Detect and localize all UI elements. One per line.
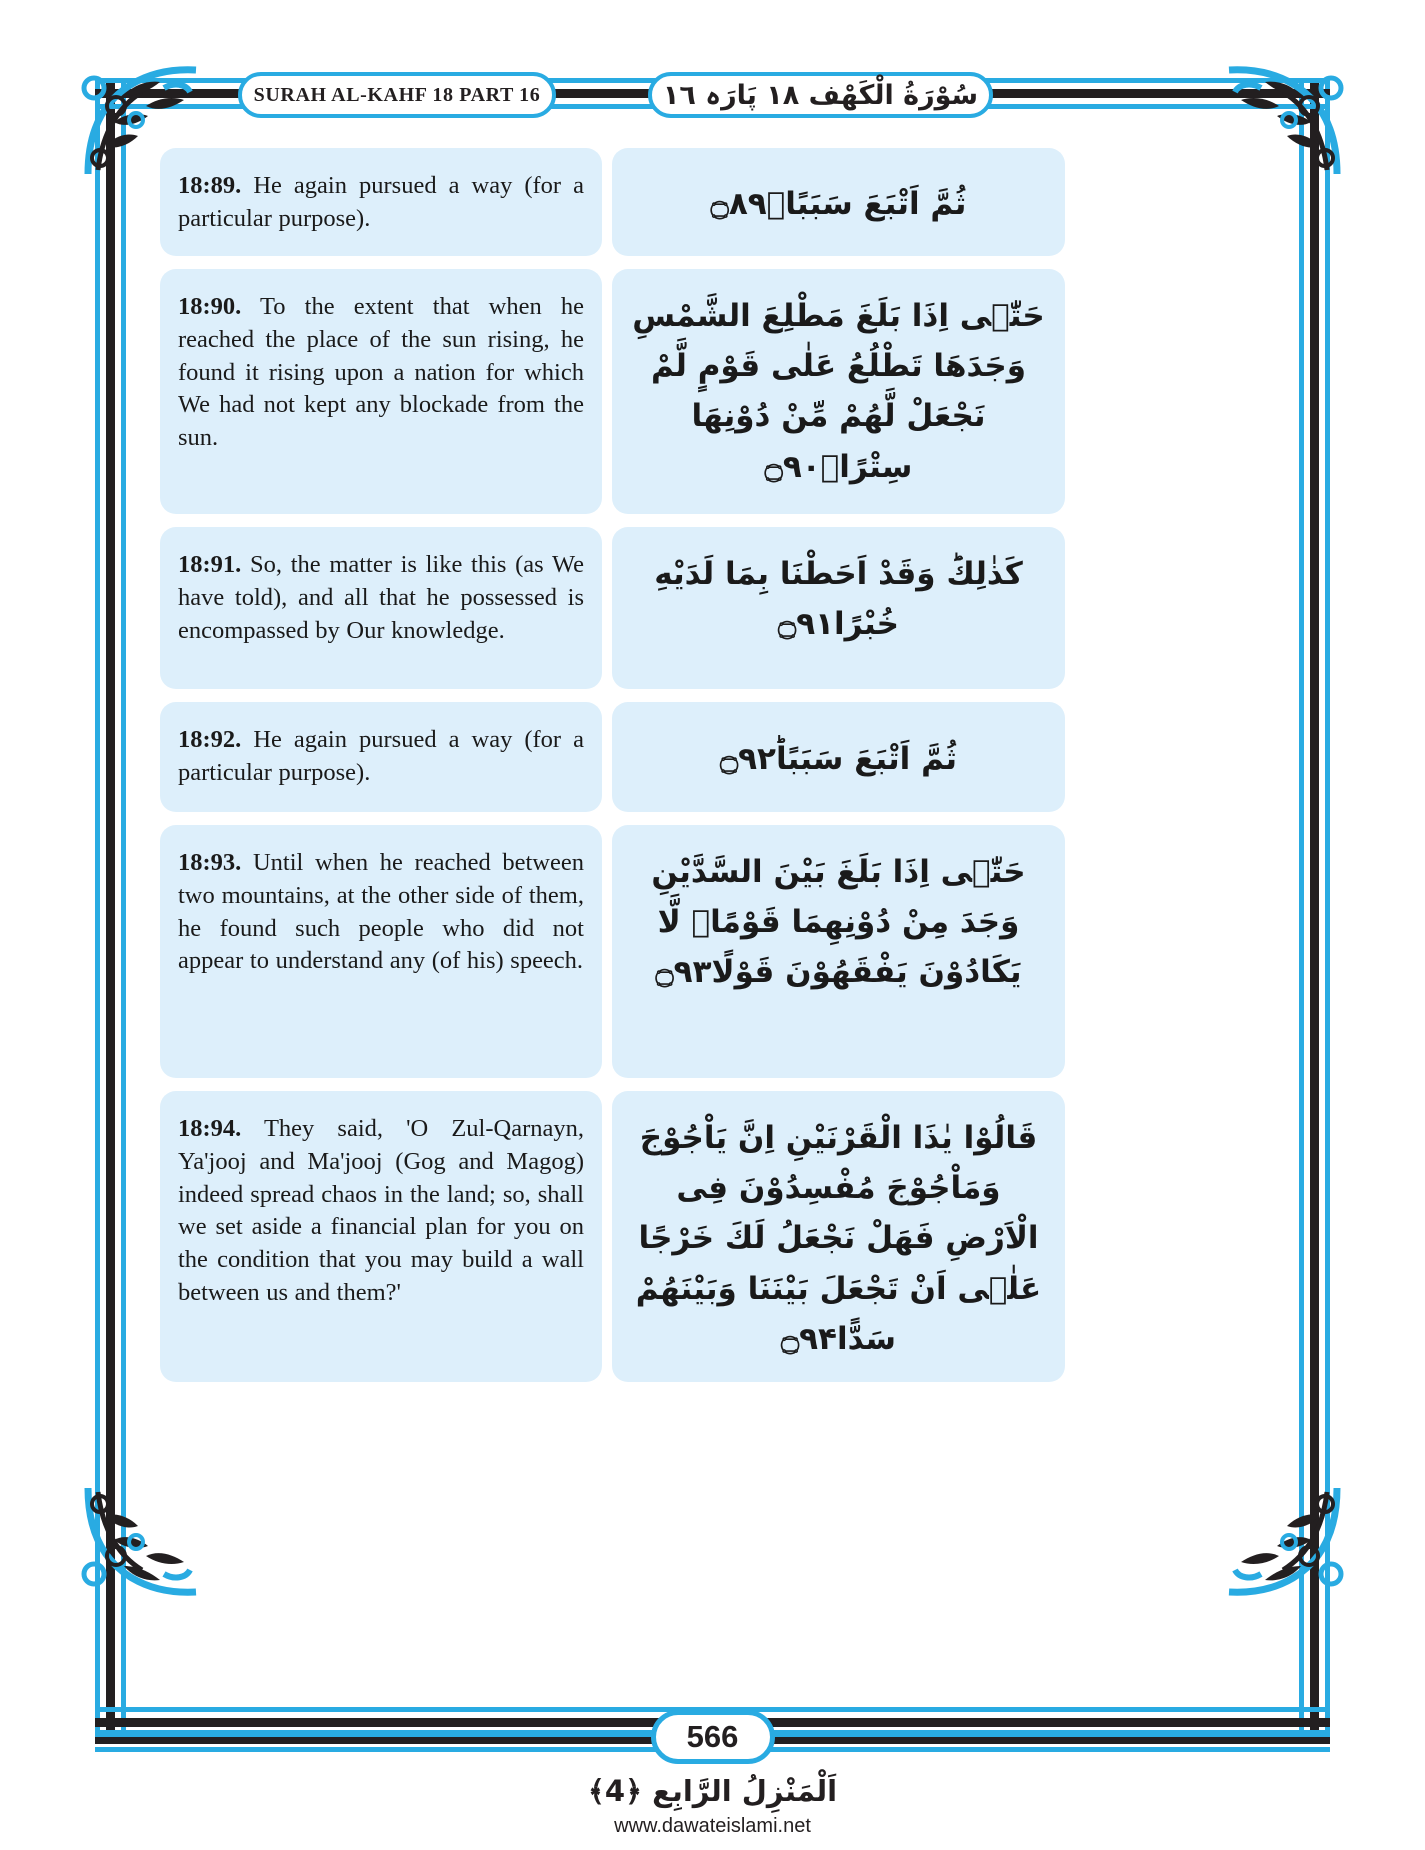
manzil-label: اَلْمَنْزِلُ الرَّابِع ﴿4﴾ <box>587 1774 838 1808</box>
floral-ornament-icon <box>1225 1480 1345 1600</box>
verse-reference: 18:92. <box>178 726 242 753</box>
page-number-capsule <box>651 1710 775 1764</box>
verse-arabic-panel <box>612 527 1065 689</box>
page-footer <box>95 1710 1330 1766</box>
verse-arabic-text: حَتّٰۤى اِذَا بَلَغَ مَطْلِعَ الشَّمْسِ وَجَدَهَا تَطْلُعُ عَلٰى قَوْمٍ لَّمْ نَجْعَلْ لَّهُمْ مِّنْ دُوْنِهَا سِتْرًاۙ۝۹۰ <box>632 298 1045 485</box>
verse-translation-panel <box>160 527 602 689</box>
website-url[interactable]: www.dawateislami.net <box>614 1815 811 1837</box>
verse-row <box>160 825 1065 1078</box>
verse-translation-panel <box>160 269 602 514</box>
verse-arabic-text: حَتّٰۤى اِذَا بَلَغَ بَيْنَ السَّدَّيْنِ وَجَدَ مِنْ دُوْنِهِمَا قَوْمًاۙ لَّا يَكَادُوْنَ يَفْقَهُوْنَ قَوْلًا۝۹۳ <box>651 854 1026 991</box>
verse-arabic-panel <box>612 702 1065 812</box>
verse-translation-text <box>178 170 584 236</box>
verse-arabic-panel <box>612 148 1065 256</box>
verse-arabic-panel <box>612 269 1065 514</box>
verse-arabic-text: ثُمَّ اَتْبَعَ سَبَبًاؕ۝۹۲ <box>719 740 958 777</box>
surah-title-ar: سُوْرَةُ الْکَهْف ١٨ پَارَہ ١٦ <box>662 79 979 111</box>
verse-row <box>160 269 1065 514</box>
surah-title-capsule-ar <box>648 72 993 118</box>
verse-translation-text <box>178 291 584 455</box>
verse-row <box>160 702 1065 812</box>
verse-translation-panel <box>160 1091 602 1382</box>
verse-reference: 18:94. <box>178 1115 242 1142</box>
verse-arabic-panel <box>612 1091 1065 1382</box>
surah-title-capsule-en <box>238 72 556 118</box>
verse-row <box>160 527 1065 689</box>
verse-translation-body: They said, 'O Zul-Qarnayn, Ya'jooj and Ma'jooj (Gog and Magog) indeed spread chaos in the land; so, shall we set aside a financial plan for you on the condition that you may build a wall between us and them?' <box>178 1115 584 1307</box>
verse-arabic-panel <box>612 825 1065 1078</box>
verse-translation-panel <box>160 148 602 256</box>
verse-translation-text <box>178 847 584 978</box>
verse-row <box>160 1091 1065 1382</box>
verse-reference: 18:90. <box>178 293 242 320</box>
page-header <box>130 72 1295 124</box>
verse-translation-body: Until when he reached between two mountains, at the other side of them, he found such people who did not appear to understand any (of his) speech. <box>178 849 584 975</box>
verse-arabic-text: كَذٰلِكَؕ وَقَدْ اَحَطْنَا بِمَا لَدَيْهِ خُبْرًا۝۹۱ <box>654 556 1023 643</box>
verse-translation-text <box>178 724 584 790</box>
page-number: 566 <box>686 1719 739 1754</box>
surah-title-en: SURAH AL-KAHF 18 PART 16 <box>253 83 541 106</box>
verse-arabic-text: قَالُوْا يٰذَا الْقَرْنَيْنِ اِنَّ يَاْجُوْجَ وَمَاْجُوْجَ مُفْسِدُوْنَ فِى الْاَرْضِ فَهَلْ نَجْعَلُ لَكَ خَرْجًا عَلٰۤى اَنْ تَجْعَلَ بَيْنَنَا وَبَيْنَهُمْ سَدًّا۝۹۴ <box>635 1120 1042 1357</box>
verse-reference: 18:89. <box>178 172 242 199</box>
verse-translation-text <box>178 549 584 647</box>
verse-reference: 18:93. <box>178 849 242 876</box>
verse-row <box>160 148 1065 256</box>
verse-arabic-text: ثُمَّ اَتْبَعَ سَبَبًاۚ۝۸۹ <box>710 185 967 222</box>
verse-translation-body: So, the matter is like this (as We have told), and all that he possessed is encompassed by Our knowledge. <box>178 551 585 644</box>
verse-translation-panel <box>160 702 602 812</box>
verse-list <box>160 148 1065 1395</box>
verse-reference: 18:91. <box>178 551 242 578</box>
floral-ornament-icon <box>80 1480 200 1600</box>
verse-translation-body: To the extent that when he reached the place of the sun rising, he found it rising upon a nation for which We had not kept any blockade from the sun. <box>178 293 584 452</box>
verse-translation-body: He again pursued a way (for a particular purpose). <box>178 172 584 232</box>
verse-translation-body: He again pursued a way (for a particular purpose). <box>178 726 584 786</box>
verse-translation-text <box>178 1113 584 1310</box>
verse-translation-panel <box>160 825 602 1078</box>
